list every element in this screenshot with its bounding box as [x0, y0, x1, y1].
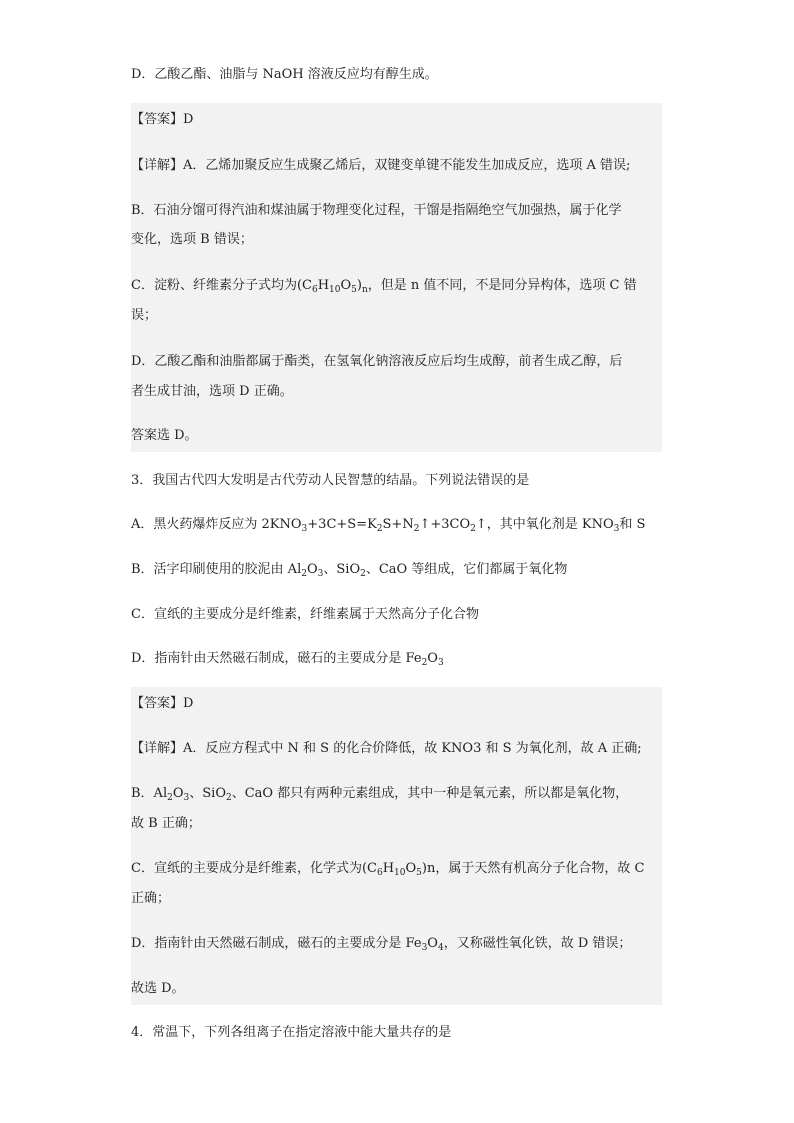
q3-detail-c-line1 [131, 860, 644, 878]
text-run: ) [356, 278, 362, 293]
text-run: D．指南针由天然磁石制成，磁石的主要成分是 Fe [131, 936, 422, 951]
text-run: B．活字印刷使用的胶泥由 Al [131, 562, 302, 577]
q2-option-d: D．乙酸乙酯、油脂与 NaOH 溶液反应均有醇生成。 [131, 67, 438, 82]
text-run: S+N [382, 517, 414, 532]
text-run: 、SiO [323, 562, 361, 577]
subscript: 2 [225, 793, 232, 803]
subscript: 2 [301, 569, 307, 579]
subscript: 5 [416, 868, 422, 878]
q3-detail-b-line1 [131, 785, 628, 803]
q3-conclusion: 故选 D。 [131, 981, 185, 996]
text-run: C．宣纸的主要成分是纤维素，化学式为(C [131, 861, 377, 876]
text-run: 、SiO [189, 786, 226, 801]
subscript: 2 [167, 793, 173, 803]
q2-detail-a: 【详解】A．乙烯加聚反应生成聚乙烯后，双键变单键不能发生加成反应，选项 A 错误; [131, 158, 631, 173]
q3-detail-b-line2: 故 B 正确； [131, 816, 201, 831]
text-run: C．淀粉、纤维素分子式均为(C [131, 278, 312, 293]
subscript: 5 [351, 285, 357, 295]
q2-detail-d-line2: 者生成甘油，选项 D 正确。 [131, 384, 293, 399]
subscript: 6 [311, 285, 318, 295]
subscript: 3 [421, 943, 428, 953]
q2-answer: 【答案】D [131, 112, 194, 127]
text-run: O [405, 861, 417, 876]
q3-detail-a: 【详解】A．反应方程式中 N 和 S 的化合价降低，故 KNO3 和 S 为氧化剂，故 A 正确; [131, 741, 642, 756]
text-run: B．Al [131, 786, 168, 801]
q3-detail-d [131, 935, 631, 953]
q2-detail-c-line1 [131, 277, 637, 295]
text-run: ↑，其中氧化剂是 KNO [475, 517, 614, 532]
q2-detail-d-line1: D．乙酸乙酯和油脂都属于酯类，在氢氧化钠溶液反应后均生成醇，前者生成乙醇，后 [131, 354, 623, 369]
text-run: A．黑火药爆炸反应为 2KNO [131, 517, 302, 532]
q2-detail-b-line1: B．石油分馏可得汽油和煤油属于物理变化过程，干馏是指隔绝空气加强热，属于化学 [131, 203, 622, 218]
q2-detail-c-line2: 误； [131, 308, 158, 323]
subscript: 3 [317, 569, 324, 579]
q4-stem: 4．常温下，下列各组离子在指定溶液中能大量共存的是 [131, 1025, 452, 1040]
text-run: 和 S [619, 517, 646, 532]
subscript: 10 [329, 285, 341, 295]
text-run: +3C+S=K [307, 517, 377, 532]
text-run: H [382, 861, 395, 876]
text-run: H [317, 278, 330, 293]
text-run: 、CaO 都只有两种元素组成，其中一种是氧元素，所以都是氧化物， [231, 786, 629, 801]
subscript: 2 [470, 524, 476, 534]
text-run: )n，属于天然有机高分子化合物，故 C [421, 861, 645, 876]
subscript: 10 [394, 868, 406, 878]
text-run: O [340, 278, 352, 293]
text-run: O [306, 562, 318, 577]
q2-conclusion: 答案选 D。 [131, 428, 198, 443]
subscript: 3 [301, 524, 308, 534]
text-run: ，又称磁性氧化铁，故 D 错误； [443, 936, 632, 951]
text-run: O [427, 936, 438, 951]
q3-option-b [131, 561, 567, 579]
text-run: D．指南针由天然磁石制成，磁石的主要成分是 Fe [131, 651, 422, 666]
q2-detail-b-line2: 变化，选项 B 错误； [131, 232, 253, 247]
subscript: 2 [360, 569, 366, 579]
subscript: 2 [376, 524, 383, 534]
q3-stem: 3．我国古代四大发明是古代劳动人民智慧的结晶。下列说法错误的是 [131, 473, 530, 488]
text-run: O [427, 651, 438, 666]
subscript: 3 [437, 658, 444, 668]
subscript: 4 [437, 943, 444, 953]
subscript: n [361, 285, 368, 295]
text-run: ↑+3CO [419, 517, 471, 532]
q3-answer: 【答案】D [131, 696, 194, 711]
subscript: 2 [421, 658, 428, 668]
q3-option-a [131, 516, 645, 534]
subscript: 2 [413, 524, 420, 534]
subscript: 3 [183, 793, 190, 803]
answer-block-q3 [131, 687, 662, 1005]
text-run: O [172, 786, 184, 801]
q3-option-c: C．宣纸的主要成分是纤维素，纤维素属于天然高分子化合物 [131, 607, 479, 622]
subscript: 3 [613, 524, 620, 534]
q3-detail-c-line2: 正确； [131, 891, 171, 906]
text-run: 、CaO 等组成，它们都属于氧化物 [365, 562, 568, 577]
subscript: 6 [376, 868, 383, 878]
q3-option-d [131, 650, 444, 668]
text-run: ，但是 n 值不同，不是同分异构体，选项 C 错 [367, 278, 637, 293]
